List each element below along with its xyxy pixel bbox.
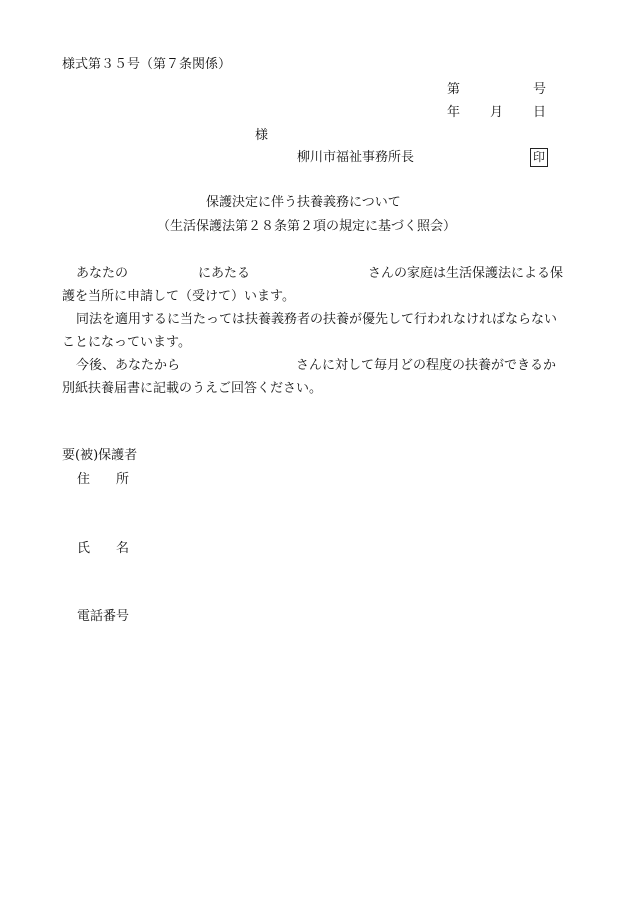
protected-person-heading: 要(被)保護者 (62, 448, 138, 463)
paragraph-1: あなたの にあたる さんの家庭は生活保護法による保護を当所に申請して（受けて）います。 (62, 266, 564, 304)
date-day-label: 日 (533, 105, 547, 120)
phone-label: 電話番号 (77, 609, 130, 624)
paragraph-2: 同法を適用するに当たっては扶養義務者の扶養が優先して行われなければならないことになっています。 (62, 312, 558, 350)
address-label: 住 所 (77, 472, 130, 487)
document-title: 保護決定に伴う扶養義務について (206, 195, 401, 210)
seal-stamp: 印 (530, 148, 548, 167)
date-year-label: 年 (447, 105, 461, 120)
date-month-label: 月 (490, 105, 504, 120)
paragraph-3: 今後、あなたから さんに対して毎月どの程度の扶養ができるか別紙扶養届書に記載のうえご回答ください。 (62, 358, 557, 396)
document-subtitle: （生活保護法第２８条第２項の規定に基づく照会） (157, 219, 457, 234)
form-number: 様式第３５号（第７条関係） (62, 57, 232, 72)
doc-number-prefix: 第 (447, 82, 461, 97)
name-label: 氏 名 (77, 541, 130, 556)
body-text (62, 262, 564, 400)
doc-number-suffix: 号 (533, 82, 547, 97)
sender-name: 柳川市福祉事務所長 (297, 150, 415, 165)
recipient-honorific: 様 (255, 128, 269, 143)
